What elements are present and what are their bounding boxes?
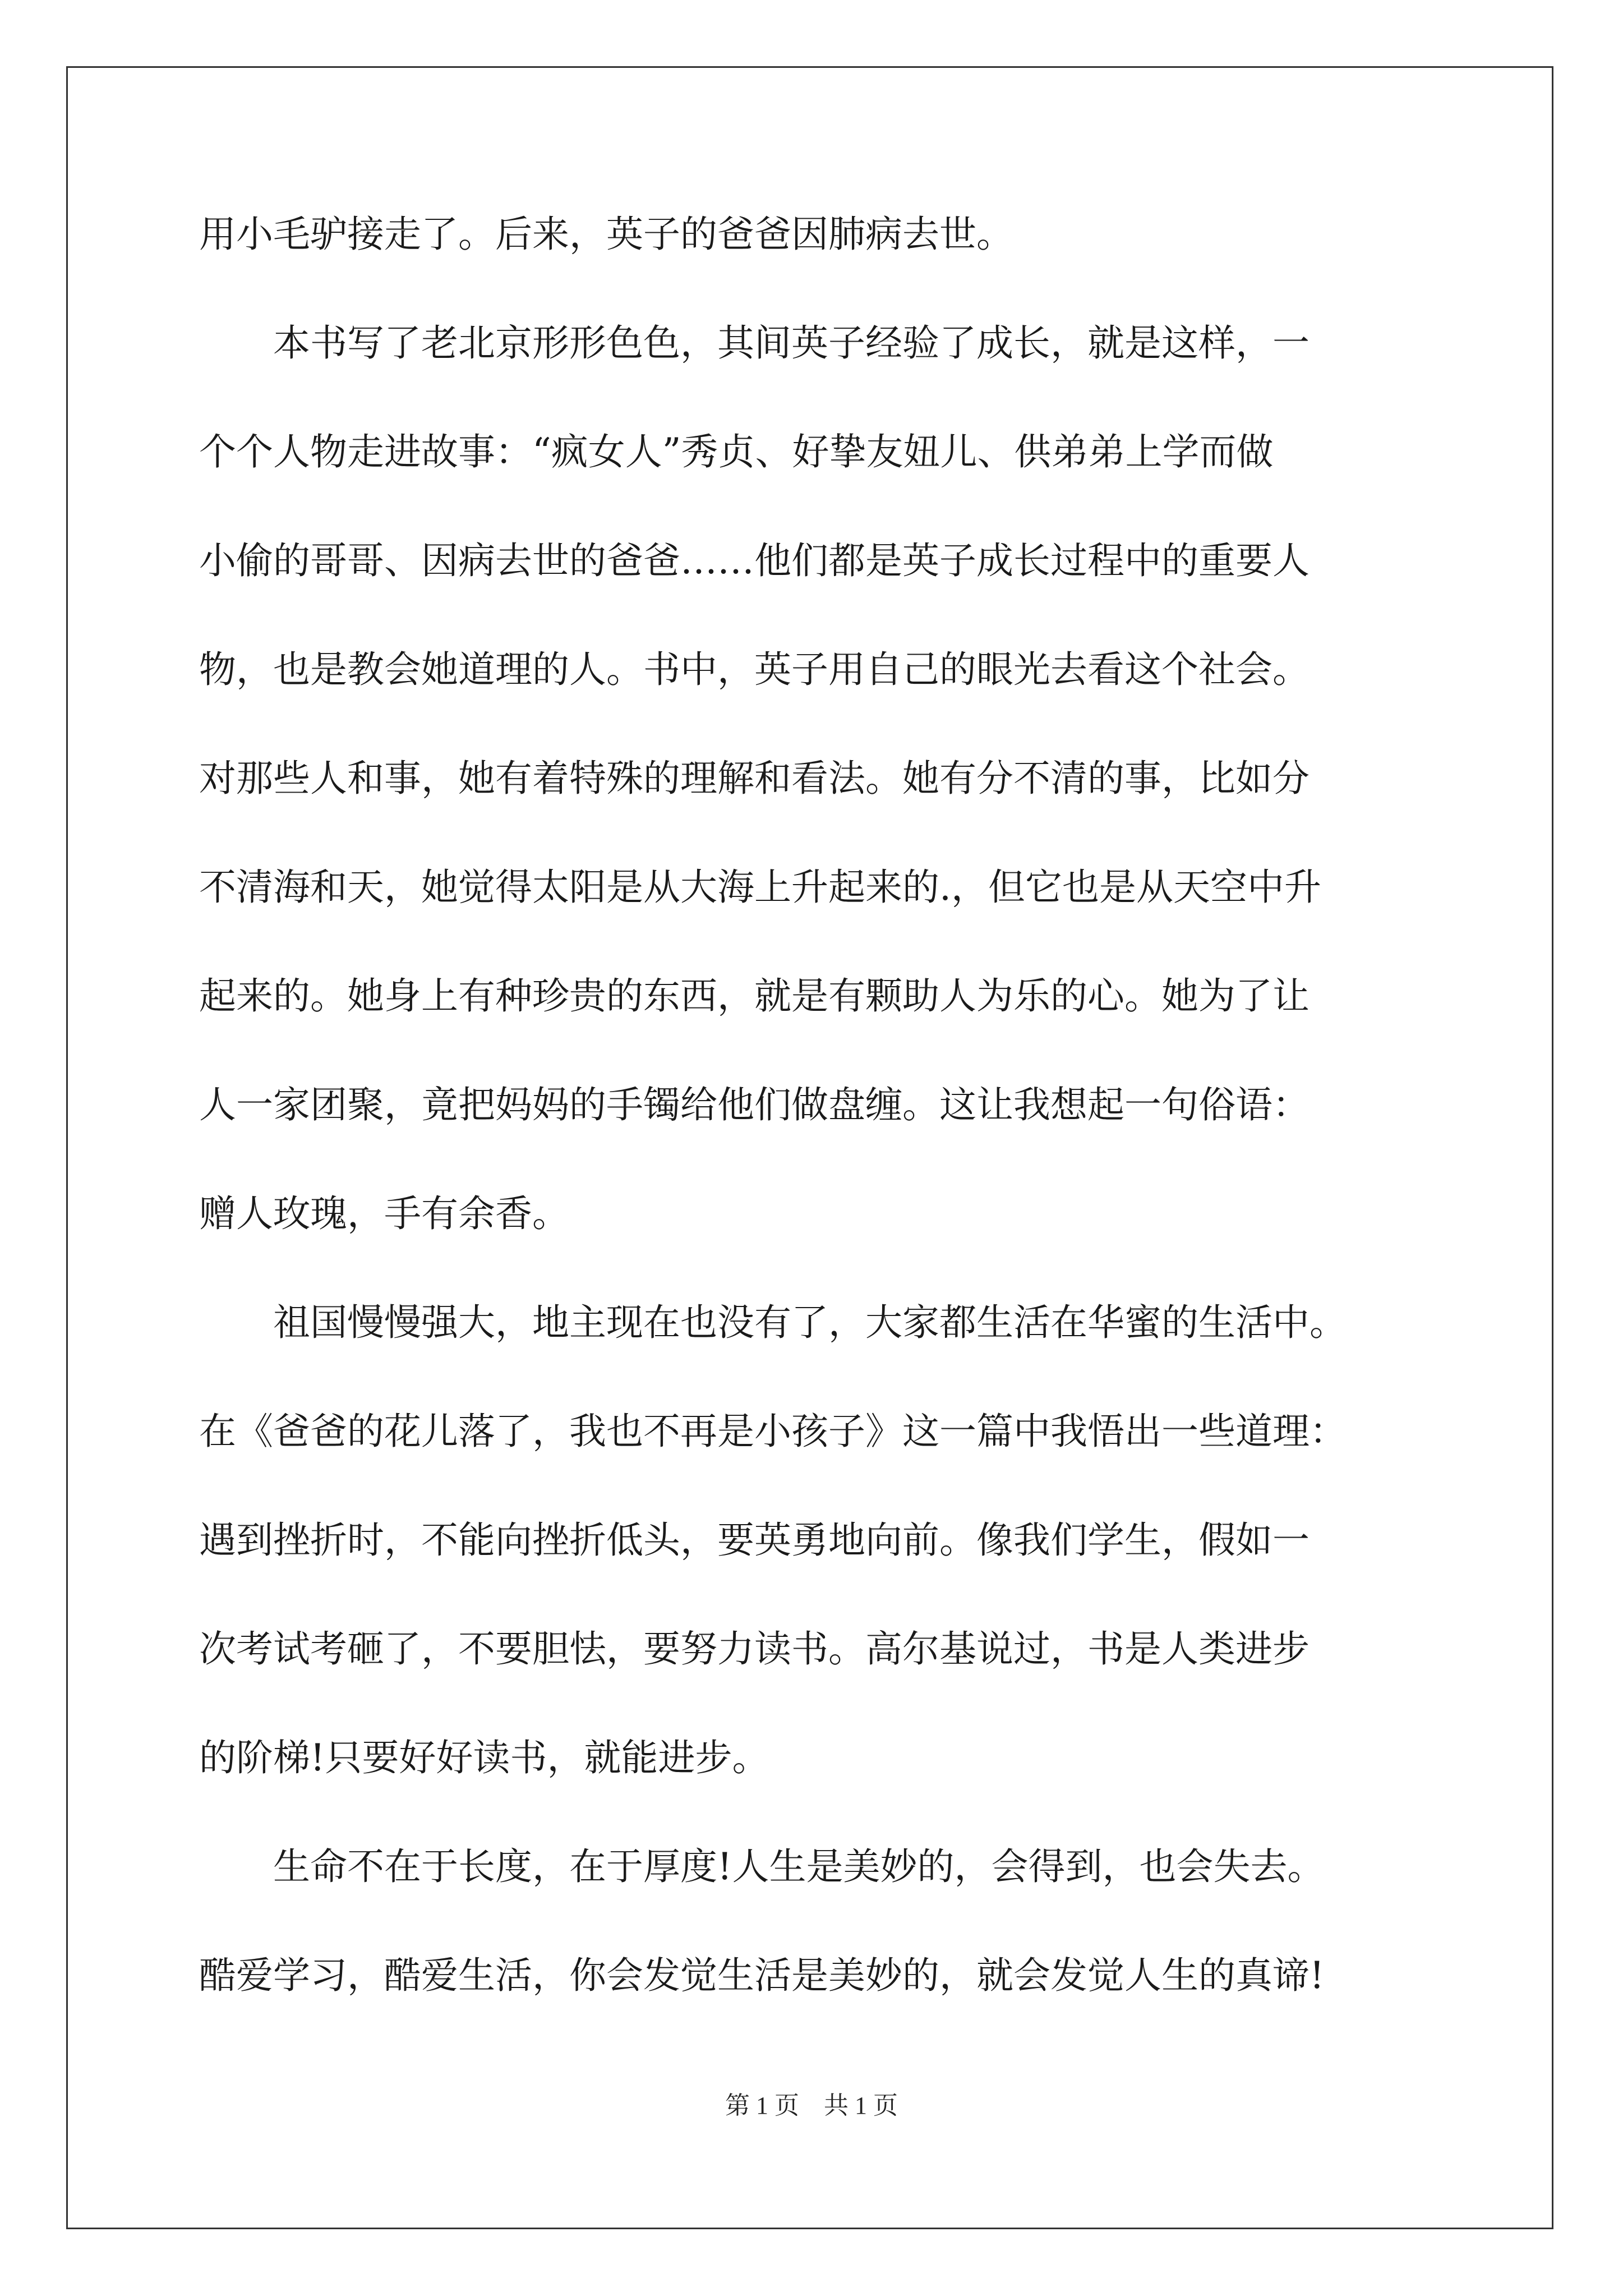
page-number-footer: 第 1 页 共 1 页 — [725, 2092, 898, 2119]
text-line: 的阶梯!只要好好读书，就能进步。 — [199, 1736, 769, 1779]
text-line: 起来的。她身上有种珍贵的东西，就是有颗助人为乐的心。她为了让 — [199, 974, 1310, 1018]
text-line: 酷爱学习，酷爱生活，你会发觉生活是美妙的，就会发觉人生的真谛! — [199, 1954, 1325, 1997]
text-line: 物，也是教会她道理的人。书中，英子用自己的眼光去看这个社会。 — [199, 648, 1310, 691]
text-line: 人一家团聚，竟把妈妈的手镯给他们做盘缠。这让我想起一句俗语： — [199, 1083, 1310, 1126]
text-line: 本书写了老北京形形色色，其间英子经验了成长，就是这样，一 — [199, 321, 1310, 365]
text-line: 遇到挫折时，不能向挫折低头，要英勇地向前。像我们学生，假如一 — [199, 1519, 1310, 1562]
text-line: 不清海和天，她觉得太阳是从大海上升起来的.，但它也是从天空中升 — [199, 866, 1321, 909]
text-line: 次考试考砸了，不要胆怯，要努力读书。高尔基说过，书是人类进步 — [199, 1627, 1310, 1671]
text-line: 生命不在于长度，在于厚度!人生是美妙的，会得到，也会失去。 — [199, 1845, 1325, 1888]
text-line: 在《爸爸的花儿落了，我也不再是小孩子》这一篇中我悟出一些道理： — [199, 1410, 1347, 1453]
text-line: 小偷的哥哥、因病去世的爸爸……他们都是英子成长过程中的重要人 — [199, 539, 1310, 582]
text-line: 赠人玫瑰，手有余香。 — [199, 1192, 569, 1235]
text-line: 对那些人和事，她有着特殊的理解和看法。她有分不清的事，比如分 — [199, 757, 1310, 800]
page-border — [66, 66, 1553, 2229]
text-line: 祖国慢慢强大，地主现在也没有了，大家都生活在华蜜的生活中。 — [199, 1301, 1347, 1344]
text-line: 个个人物走进故事：“疯女人”秀贞、好挚友妞儿、供弟弟上学而做 — [199, 430, 1274, 473]
text-line: 用小毛驴接走了。后来，英子的爸爸因肺病去世。 — [199, 213, 1013, 256]
